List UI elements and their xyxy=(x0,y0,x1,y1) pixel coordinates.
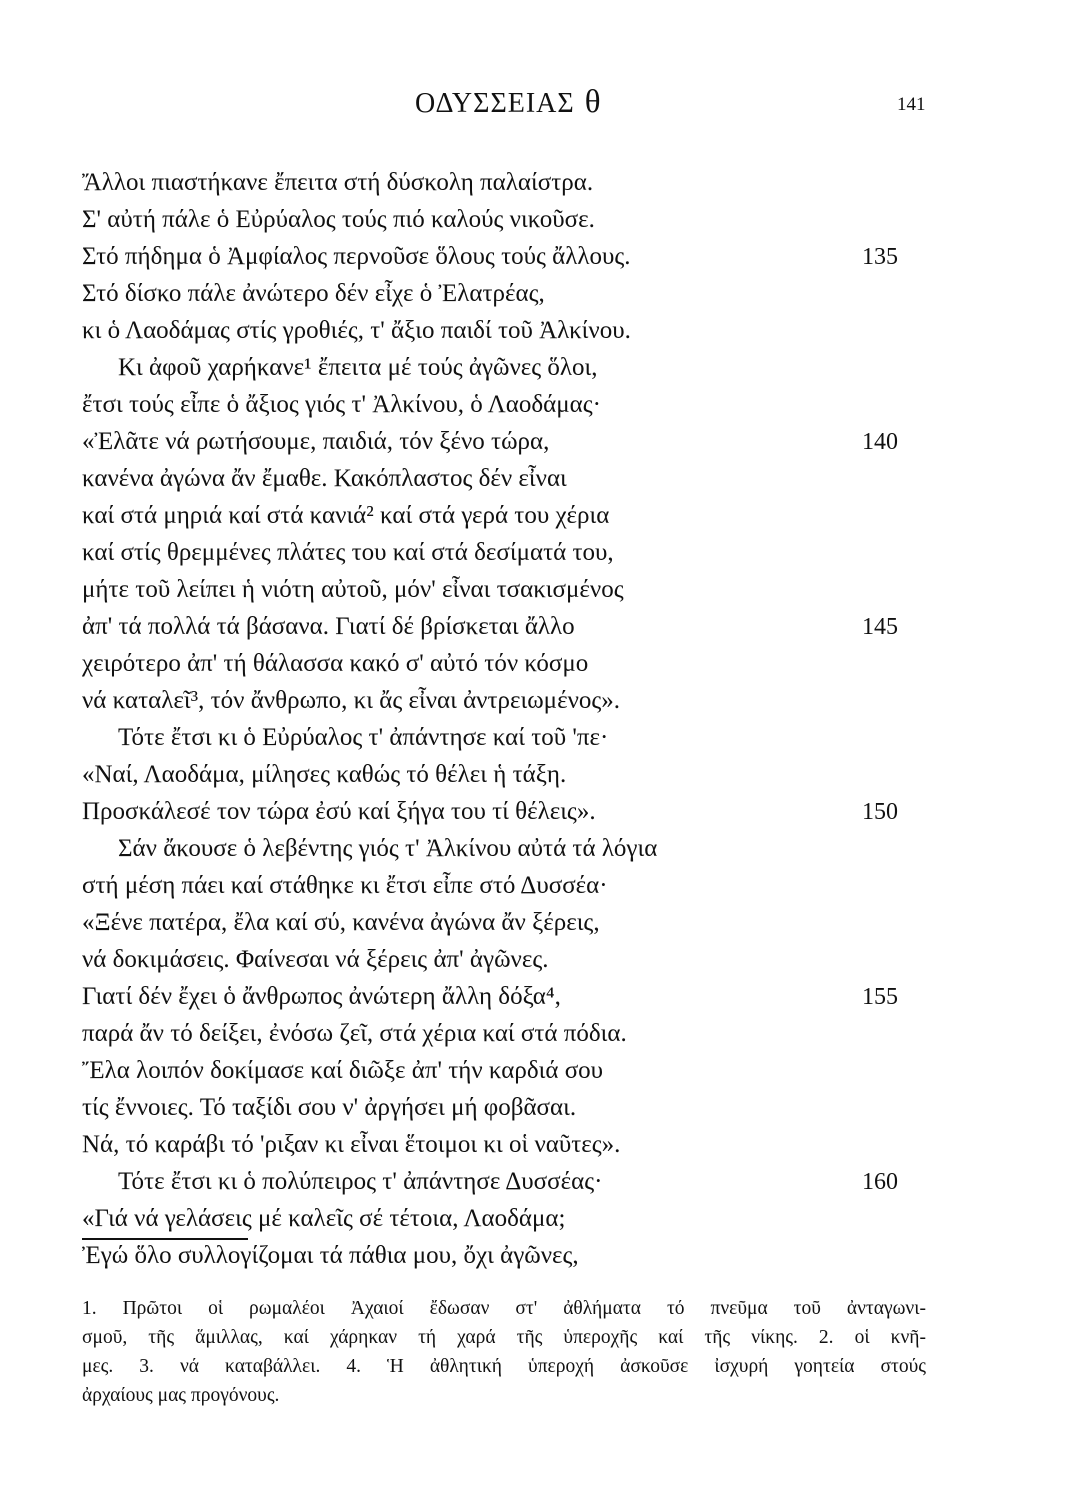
verse-line: Προσκάλεσέ τον τώρα ἐσύ καί ξήγα του τί θέλεις». xyxy=(82,798,596,825)
verse-line: νά δοκιμάσεις. Φαίνεσαι νά ξέρεις ἀπ' ἀγῶνες. xyxy=(82,946,549,973)
footnote-line: ἀρχαίους μας προγόνους. xyxy=(82,1385,280,1406)
verse-line: Γιατί δέν ἔχει ὁ ἄνθρωπος ἀνώτερη ἄλλη δόξα⁴, xyxy=(82,983,561,1010)
verse-line: Ἄλλοι πιαστήκανε ἔπειτα στή δύσκολη παλαίστρα. xyxy=(82,169,594,196)
verse-line: ἔτσι τούς εἶπε ὁ ἄξιος γιός τ' Ἀλκίνου, ὁ Λαοδάμας· xyxy=(82,391,601,418)
page-number: 141 xyxy=(897,94,926,115)
verse-line: κι ὁ Λαοδάμας στίς γροθιές, τ' ἄξιο παιδί τοῦ Ἀλκίνου. xyxy=(82,317,631,344)
verse-line: Τότε ἔτσι κι ὁ πολύπειρος τ' ἀπάντησε Δυσσέας· xyxy=(118,1168,603,1195)
running-head xyxy=(415,84,602,121)
verse-line: στή μέση πάει καί στάθηκε κι ἔτσι εἶπε στό Δυσσέα· xyxy=(82,872,608,899)
footnote-rule xyxy=(82,1238,248,1240)
line-number: 145 xyxy=(862,614,898,640)
running-head-book: θ xyxy=(584,84,602,120)
line-number: 155 xyxy=(862,984,898,1010)
verse-line: «Ναί, Λαοδάμα, μίλησες καθώς τό θέλει ἡ τάξη. xyxy=(82,761,567,788)
footnote-line: 1. Πρῶτοι οἱ ρωμαλέοι Ἀχαιοί ἔδωσαν στ' ἀθλήματα τό πνεῦμα τοῦ ἀνταγωνι- xyxy=(82,1298,926,1319)
verse-line: χειρότερο ἀπ' τή θάλασσα κακό σ' αὐτό τόν κόσμο xyxy=(82,650,589,677)
line-number: 140 xyxy=(862,429,898,455)
line-number: 135 xyxy=(862,244,898,270)
footnote-line: μες. 3. νά καταβάλλει. 4. Ἡ ἀθλητική ὑπεροχή ἀσκοῦσε ἰσχυρή γοητεία στούς xyxy=(82,1356,926,1377)
verse-line: μήτε τοῦ λείπει ἡ νιότη αὐτοῦ, μόν' εἶναι τσακισμένος xyxy=(82,576,624,603)
verse-line: ἀπ' τά πολλά τά βάσανα. Γιατί δέ βρίσκεται ἄλλο xyxy=(82,613,575,640)
verse-line: Στό δίσκο πάλε ἀνώτερο δέν εἶχε ὁ Ἐλατρέας, xyxy=(82,280,545,307)
verse-line: νά καταλεῖ³, τόν ἄνθρωπο, κι ἄς εἶναι ἀντρειωμένος». xyxy=(82,687,621,714)
verse-line: παρά ἄν τό δείξει, ἐνόσω ζεῖ, στά χέρια καί στά πόδια. xyxy=(82,1020,627,1047)
verse-line: «Γιά νά γελάσεις μέ καλεῖς σέ τέτοια, Λαοδάμα; xyxy=(82,1205,566,1232)
running-head-title: ΟΔΥΣΣΕΙΑΣ xyxy=(415,88,575,119)
verse-line: κανένα ἀγώνα ἄν ἔμαθε. Κακόπλαστος δέν εἶναι xyxy=(82,465,567,492)
verse-line: Σάν ἄκουσε ὁ λεβέντης γιός τ' Ἀλκίνου αὐτά τά λόγια xyxy=(118,835,658,862)
line-number: 150 xyxy=(862,799,898,825)
verse-line: καί στίς θρεμμένες πλάτες του καί στά δεσίματά του, xyxy=(82,539,614,566)
verse-line: Νά, τό καράβι τό 'ριξαν κι εἶναι ἕτοιμοι κι οἱ ναῦτες». xyxy=(82,1131,621,1158)
verse-line: τίς ἔννοιες. Τό ταξίδι σου ν' ἀργήσει μή φοβᾶσαι. xyxy=(82,1094,577,1121)
verse-line: καί στά μηριά καί στά κανιά² καί στά γερά του χέρια xyxy=(82,502,610,529)
verse-line: Τότε ἔτσι κι ὁ Εὐρύαλος τ' ἀπάντησε καί τοῦ 'πε· xyxy=(118,724,609,751)
line-number: 160 xyxy=(862,1169,898,1195)
verse-line: Ἐγώ ὅλο συλλογίζομαι τά πάθια μου, ὄχι ἀγῶνες, xyxy=(82,1242,579,1269)
verse-line: Κι ἀφοῦ χαρήκανε¹ ἔπειτα μέ τούς ἀγῶνες ὅλοι, xyxy=(118,354,598,381)
verse-line: Σ' αὐτή πάλε ὁ Εὐρύαλος τούς πιό καλούς νικοῦσε. xyxy=(82,206,595,233)
verse-line: «Ἐλᾶτε νά ρωτήσουμε, παιδιά, τόν ξένο τώρα, xyxy=(82,428,550,455)
verse-line: «Ξένε πατέρα, ἔλα καί σύ, κανένα ἀγώνα ἄν ξέρεις, xyxy=(82,909,600,936)
footnote-line: σμοῦ, τῆς ἅμιλλας, καί χάρηκαν τή χαρά τῆς ὑπεροχῆς καί τῆς νίκης. 2. οἱ κνῆ- xyxy=(82,1327,926,1348)
verse-line: Ἔλα λοιπόν δοκίμασε καί διῶξε ἀπ' τήν καρδιά σου xyxy=(82,1057,604,1084)
verse-line: Στό πήδημα ὁ Ἀμφίαλος περνοῦσε ὅλους τούς ἄλλους. xyxy=(82,243,631,270)
